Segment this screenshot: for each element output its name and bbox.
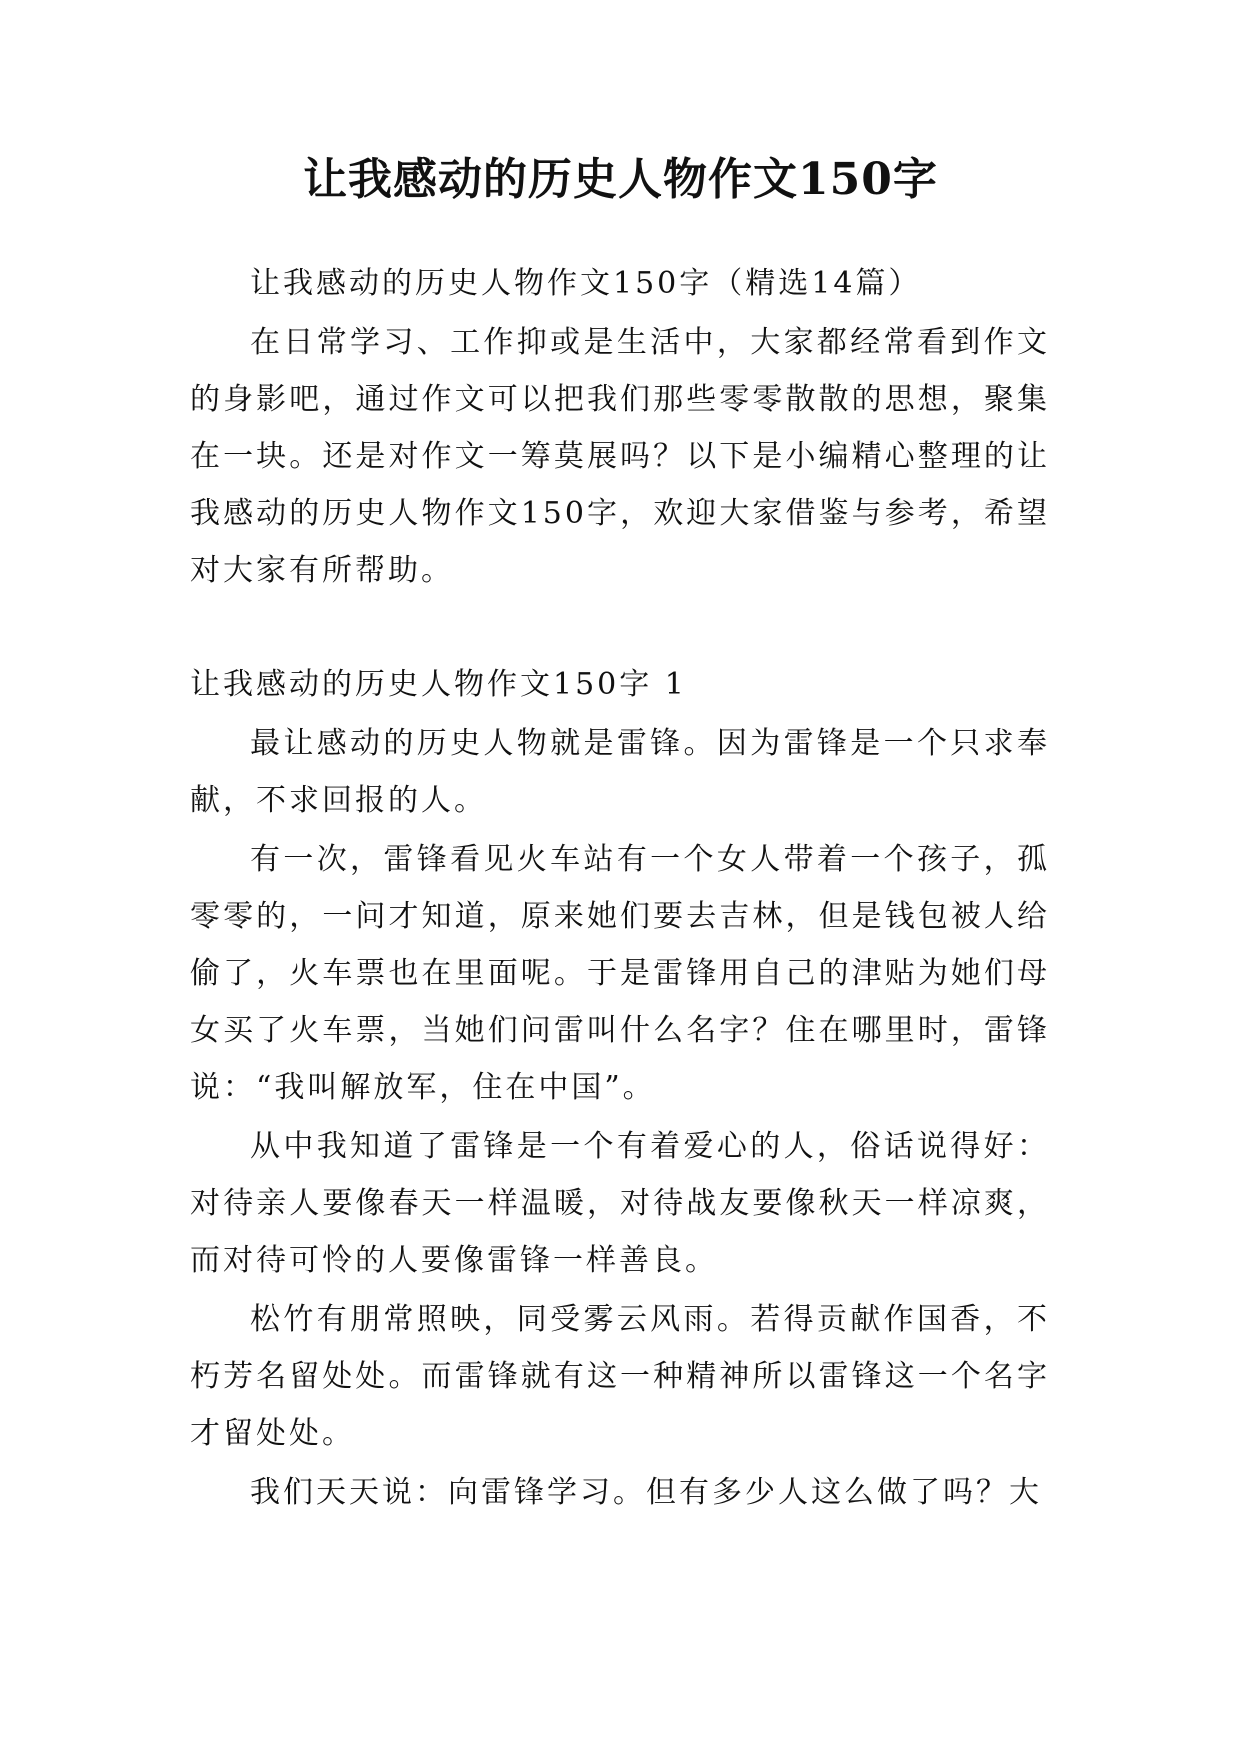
intro-paragraph: 在日常学习、工作抑或是生活中，大家都经常看到作文的身影吧，通过作文可以把我们那些零零散散的思想，聚集在一块。还是对作文一筹莫展吗？以下是小编精心整理的让我感动的历史人物作文150字，欢迎大家借鉴与参考，希望对大家有所帮助。: [190, 325, 1050, 588]
body-paragraph: 从中我知道了雷锋是一个有着爱心的人，俗话说得好：对待亲人要像春天一样温暖，对待战友要像秋天一样凉爽，而对待可怜的人要像雷锋一样善良。: [190, 1129, 1050, 1278]
document-body: [190, 255, 1050, 1521]
body-paragraph: 我们天天说：向雷锋学习。但有多少人这么做了吗？大: [250, 1475, 1042, 1510]
document-title: 让我感动的历史人物作文150字: [303, 154, 938, 205]
body-paragraph: 最让感动的历史人物就是雷锋。因为雷锋是一个只求奉献，不求回报的人。: [190, 726, 1050, 818]
section-heading: 让我感动的历史人物作文150字 1: [190, 667, 687, 702]
document-subtitle: 让我感动的历史人物作文150字（精选14篇）: [250, 266, 922, 301]
body-paragraph: 松竹有朋常照映，同受雾云风雨。若得贡献作国香，不朽芳名留处处。而雷锋就有这一种精神所以雷锋这一个名字才留处处。: [190, 1302, 1050, 1451]
body-paragraph: 有一次，雷锋看见火车站有一个女人带着一个孩子，孤零零的，一问才知道，原来她们要去吉林，但是钱包被人给偷了，火车票也在里面呢。于是雷锋用自己的津贴为她们母女买了火车票，当她们问雷叫什么名字？住在哪里时，雷锋说：“我叫解放军，住在中国”。: [190, 842, 1050, 1105]
